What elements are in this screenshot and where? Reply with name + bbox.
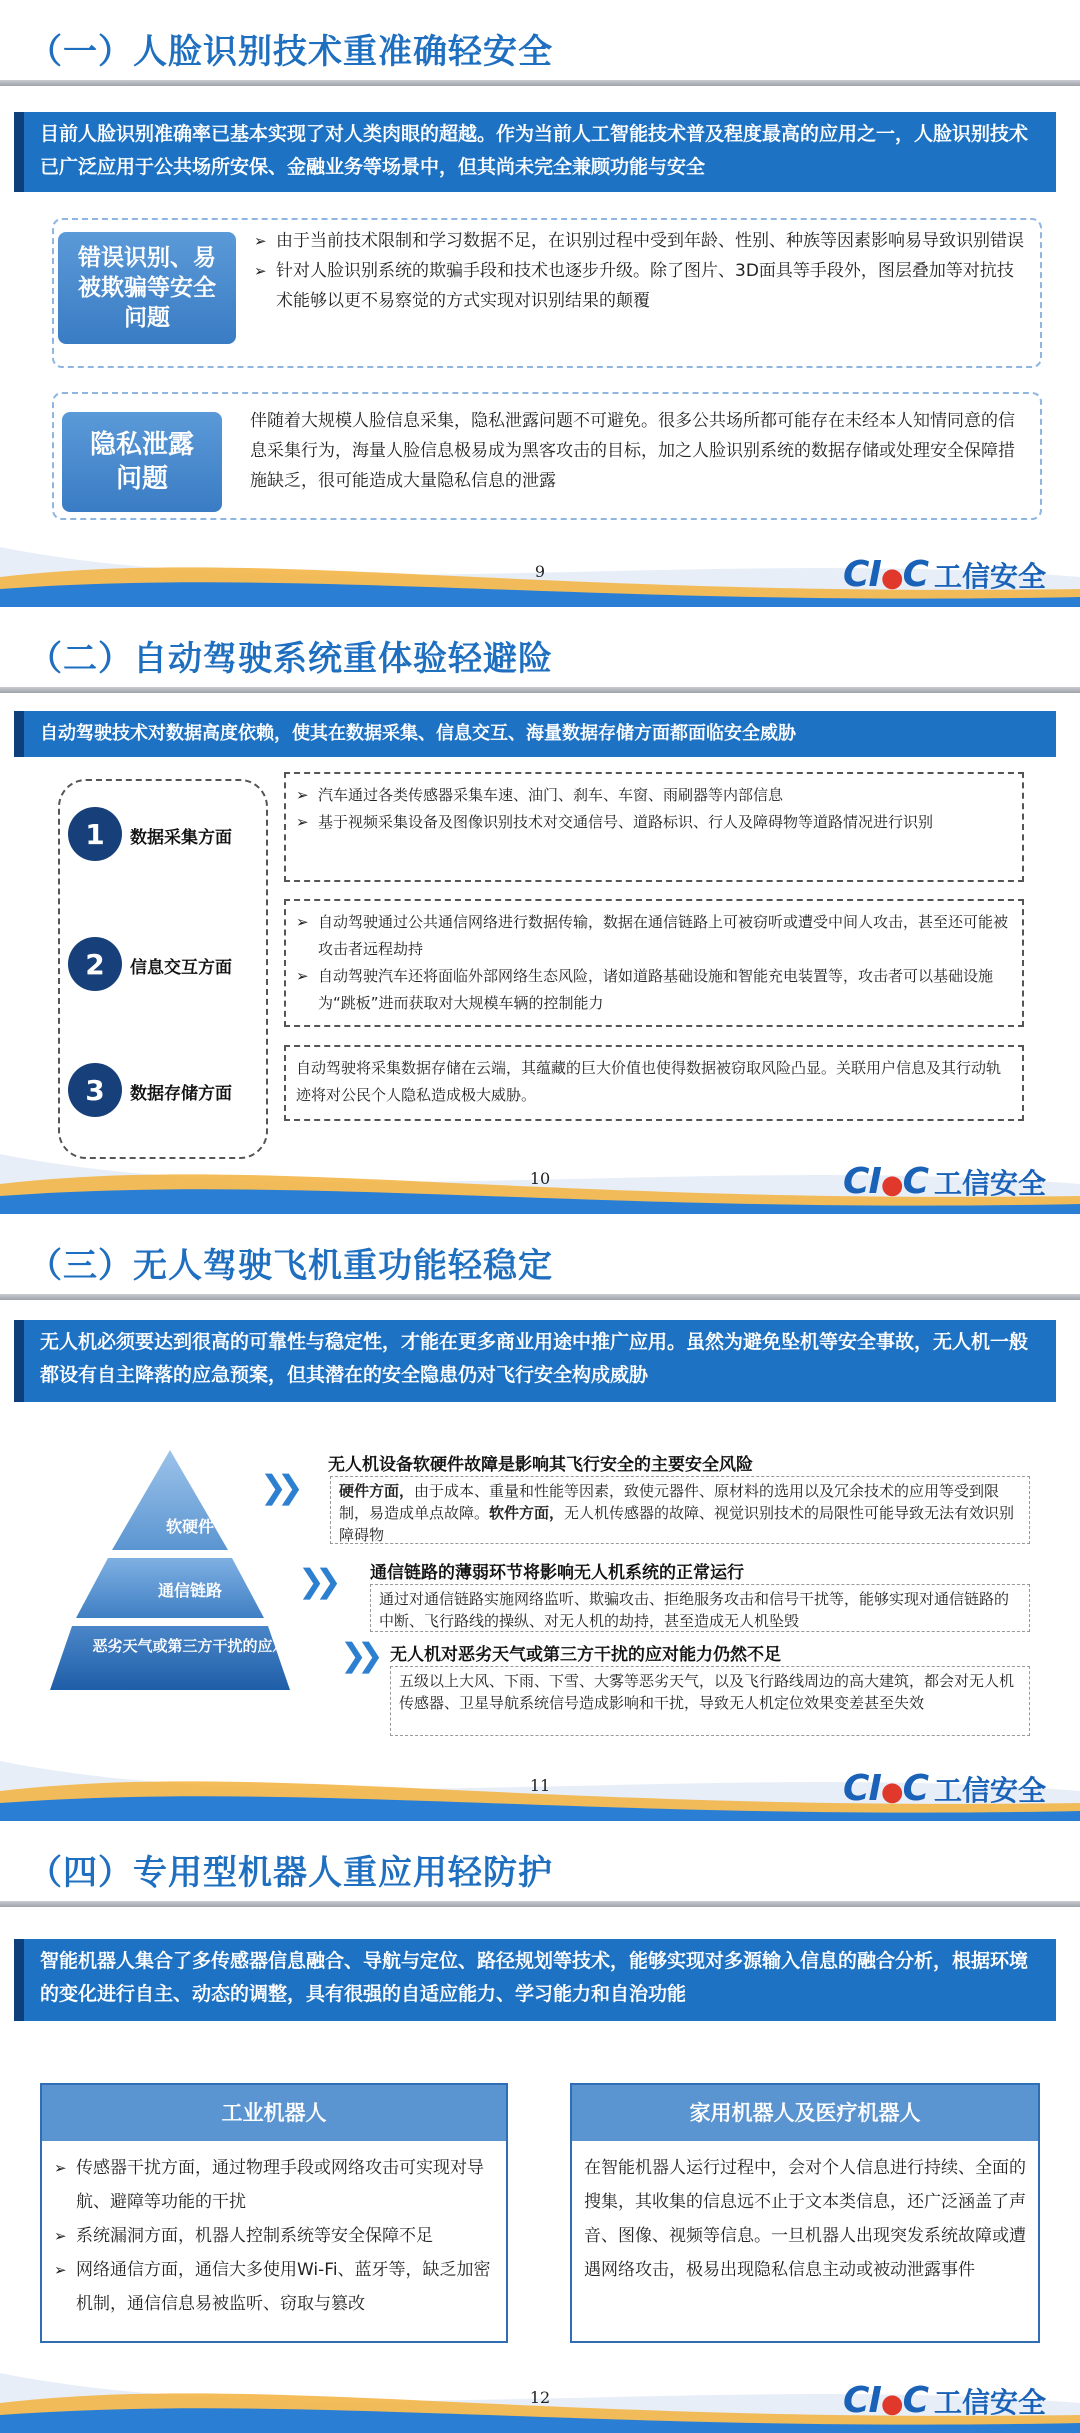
- logo-text: 工信安全: [933, 2385, 1046, 2419]
- issue-text: 伴随着大规模人脸信息采集，隐私泄露问题不可避免。很多公共场所都可能存在未经本人知情同意的信息采集行为，海量人脸信息极易成为黑客攻击的目标，加之人脸识别系统的数据存储或处理安全保障措施缺乏，很可能造成大量隐私信息的泄露: [250, 411, 1015, 491]
- pyramid-tier-label: 软硬件: [165, 1517, 214, 1536]
- industrial-robot-card: [40, 2083, 508, 2343]
- card-title: 工业机器人: [42, 2085, 506, 2141]
- page-number: 10: [529, 1169, 551, 1188]
- step-number: 1: [68, 807, 122, 861]
- page-number: 9: [534, 562, 546, 581]
- issue-bullets: [254, 226, 1024, 316]
- banner-marker: [14, 112, 24, 192]
- tier-detail: 通过对通信链路实施网络监听、欺骗攻击、拒绝服务攻击和信号干扰等，能够实现对通信链路的中断、飞行路线的操纵、对无人机的劫持，甚至造成无人机坠毁: [370, 1584, 1030, 1632]
- slide-autonomous-driving: [0, 607, 1080, 1214]
- issue-label: 错误识别、易被欺骗等安全问题: [58, 232, 236, 344]
- slide-drones: [0, 1214, 1080, 1821]
- pyramid-tier-label: 通信链路: [157, 1581, 222, 1600]
- logo-mark: CI●C: [843, 554, 928, 595]
- step-number: 2: [68, 937, 122, 991]
- logo-text: 工信安全: [933, 1166, 1046, 1200]
- cic-logo: [843, 554, 1046, 595]
- summary-banner: [24, 112, 1056, 192]
- summary-banner: [24, 1320, 1056, 1402]
- slide-face-recognition: [0, 0, 1080, 607]
- chevron-right-icon: ❯❯: [298, 1562, 332, 1600]
- bullet-item: ➢ 自动驾驶汽车还将面临外部网络生态风险，诸如道路基础设施和智能充电装置等，攻击者可以基础设施为“跳板”进而获取对大规模车辆的控制能力: [296, 963, 1012, 1017]
- bullet-item: ➢ 针对人脸识别系统的欺骗手段和技术也逐步升级。除了图片、3D面具等手段外，图层叠加等对抗技术能够以更不易察觉的方式实现对识别结果的颠覆: [254, 256, 1024, 316]
- banner-marker: [14, 1939, 24, 2021]
- logo-mark: CI●C: [843, 2380, 928, 2421]
- page-number: 12: [529, 2388, 551, 2407]
- bullet-item: ➢ 汽车通过各类传感器采集车速、油门、刹车、车窗、雨刷器等内部信息: [296, 782, 1012, 809]
- banner-text: 自动驾驶技术对数据高度依赖，使其在数据采集、信息交互、海量数据存储方面都面临安全威胁: [40, 723, 796, 744]
- banner-text: 目前人脸识别准确率已基本实现了对人类肉眼的超越。作为当前人工智能技术普及程度最高的应用之一，人脸识别技术已广泛应用于公共场所安保、金融业务等场景中，但其尚未完全兼顾功能与安全: [40, 123, 1029, 178]
- bullet-item: ➢ 自动驾驶通过公共通信网络进行数据传输，数据在通信链路上可被窃听或遭受中间人攻击，甚至还可能被攻击者远程劫持: [296, 909, 1012, 963]
- banner-text: 智能机器人集合了多传感器信息融合、导航与定位、路径规划等技术，能够实现对多源输入信息的融合分析，根据环境的变化进行自主、动态的调整，具有很强的自适应能力、学习能力和自治功能: [40, 1950, 1029, 2005]
- chevron-right-icon: ❯❯: [260, 1468, 294, 1506]
- tier-heading: 无人机设备软硬件故障是影响其飞行安全的主要安全风险: [328, 1455, 753, 1475]
- slide-title: （二）自动驾驶系统重体验轻避险: [28, 639, 553, 679]
- chevron-right-icon: ❯❯: [340, 1636, 374, 1674]
- card-text: 在智能机器人运行过程中，会对个人信息进行持续、全面的搜集，其收集的信息远不止于文本类信息，还广泛涵盖了声音、图像、视频等信息。一旦机器人出现突发系统故障或遭遇网络攻击，极易出现隐私信息主动或被动泄露事件: [584, 2158, 1026, 2280]
- category-label: 数据采集方面: [130, 828, 232, 848]
- title-divider: [0, 80, 1080, 86]
- summary-banner: [24, 1939, 1056, 2021]
- cic-logo: [843, 1768, 1046, 1809]
- tier-detail: 五级以上大风、下雨、下雪、大雾等恶劣天气，以及飞行路线周边的高大建筑，都会对无人机传感器、卫星导航系统信号造成影响和干扰，导致无人机定位效果变差甚至失效: [390, 1666, 1030, 1736]
- bullet-item: ➢ 传感器干扰方面，通过物理手段或网络攻击可实现对导航、避障等功能的干扰: [54, 2151, 494, 2219]
- home-medical-robot-card: [570, 2083, 1040, 2343]
- card-title: 家用机器人及医疗机器人: [572, 2085, 1038, 2141]
- category-label: 数据存储方面: [130, 1084, 232, 1104]
- cic-logo: [843, 2380, 1046, 2421]
- category-detail: [284, 899, 1024, 1027]
- banner-marker: [14, 711, 24, 757]
- slide-title: （四）专用型机器人重应用轻防护: [28, 1853, 553, 1893]
- title-divider: [0, 1294, 1080, 1300]
- cic-logo: [843, 1161, 1046, 1202]
- logo-text: 工信安全: [933, 559, 1046, 593]
- bullet-item: ➢ 网络通信方面，通信大多使用Wi-Fi、蓝牙等，缺乏加密机制，通信信息易被监听、窃取与篡改: [54, 2253, 494, 2321]
- bullet-item: ➢ 基于视频采集设备及图像识别技术对交通信号、道路标识、行人及障碍物等道路情况进行识别: [296, 809, 1012, 836]
- logo-text: 工信安全: [933, 1773, 1046, 1807]
- logo-mark: CI●C: [843, 1768, 928, 1809]
- category-detail: [284, 772, 1024, 882]
- title-divider: [0, 1901, 1080, 1907]
- slide-title: （三）无人驾驶飞机重功能轻稳定: [28, 1246, 553, 1286]
- summary-banner: [24, 711, 1056, 757]
- slide-robots: [0, 1821, 1080, 2433]
- bullet-item: ➢ 系统漏洞方面，机器人控制系统等安全保障不足: [54, 2219, 494, 2253]
- banner-marker: [14, 1320, 24, 1402]
- page-number: 11: [529, 1776, 551, 1795]
- tier-heading: 通信链路的薄弱环节将影响无人机系统的正常运行: [370, 1563, 744, 1583]
- slide-title: （一）人脸识别技术重准确轻安全: [28, 32, 553, 72]
- bullet-item: ➢ 由于当前技术限制和学习数据不足，在识别过程中受到年龄、性别、种族等因素影响易导致识别错误: [254, 226, 1024, 256]
- step-number: 3: [68, 1063, 122, 1117]
- tier-detail: 硬件方面，由于成本、重量和性能等因素，致使元器件、原材料的选用以及冗余技术的应用等受到限制，易造成单点故障。软件方面，无人机传感器的故障、视觉识别技术的局限性可能导致无法有效识别障碍物: [330, 1476, 1030, 1544]
- category-detail: 自动驾驶将采集数据存储在云端，其蕴藏的巨大价值也使得数据被窃取风险凸显。关联用户信息及其行动轨迹将对公民个人隐私造成极大威胁。: [284, 1045, 1024, 1121]
- issue-label: 隐私泄露问题: [62, 412, 222, 512]
- logo-mark: CI●C: [843, 1161, 928, 1202]
- banner-text: 无人机必须要达到很高的可靠性与稳定性，才能在更多商业用途中推广应用。虽然为避免坠机等安全事故，无人机一般都设有自主降落的应急预案，但其潜在的安全隐患仍对飞行安全构成威胁: [40, 1331, 1029, 1386]
- tier-heading: 无人机对恶劣天气或第三方干扰的应对能力仍然不足: [390, 1645, 781, 1665]
- category-label: 信息交互方面: [130, 958, 232, 978]
- title-divider: [0, 687, 1080, 693]
- pyramid-tier-label: 恶劣天气或第三方干扰的应对: [92, 1637, 288, 1655]
